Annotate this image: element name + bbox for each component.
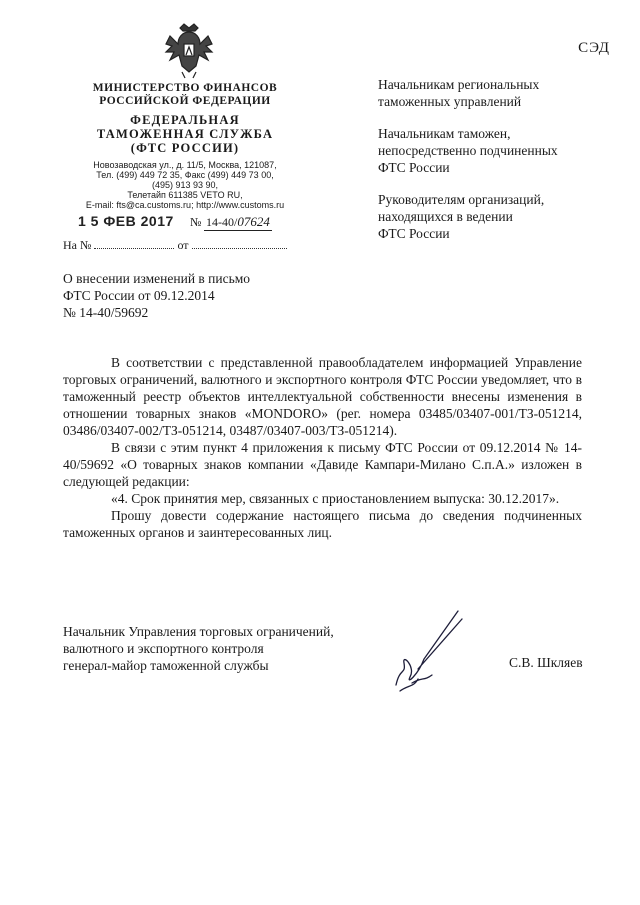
addressee-customs: Начальникам таможен, непосредственно подчиненных ФТС России	[378, 126, 558, 175]
reference-line: На № от	[63, 238, 303, 253]
coat-of-arms-icon	[160, 22, 218, 80]
handwritten-signature-icon	[388, 605, 468, 695]
sed-mark: СЭД	[578, 40, 610, 56]
service-name: ФЕДЕРАЛЬНАЯ ТАМОЖЕННАЯ СЛУЖБА (ФТС РОССИИ)	[96, 113, 274, 155]
addressee-organizations: Руководителям организаций, находящихся в ведении ФТС России	[378, 192, 545, 241]
ministry-name: МИНИСТЕРСТВО ФИНАНСОВ РОССИЙСКОЙ ФЕДЕРАЦИИ	[92, 82, 278, 107]
signatory-title: Начальник Управления торговых ограничений, валютного и экспортного контроля генерал-майор таможенной службы	[63, 624, 334, 673]
doc-number: 14-40/07624	[206, 214, 270, 229]
contact-block: Новозаводская ул., д. 11/5, Москва, 121087, Тел. (499) 449 72 35, Факс (499) 449 73 00, (495) 913 93 90, Телетайп 611385 VETO RU, E-mail: fts@ca.customs.ru; http://www.customs.ru	[85, 160, 285, 210]
addressee-regional: Начальникам региональных таможенных управлений	[378, 77, 540, 109]
body-paragraph: «4. Срок принятия мер, связанных с приостановлением выпуска: 30.12.2017».	[111, 491, 560, 506]
body-paragraph: В соответствии с представленной правообладателем информацией Управление торговых ограничений, валютного и экспортного контроля ФТС России уведомляет, что в таможенный реестр объектов интеллектуальной собственности внесены изменения в отношении товарных знаков «MONDORO» (рег. номера 03485/03407-001/ТЗ-051214, 03486/03407-002/ТЗ-051214, 03487/03407-003/ТЗ-051214).	[63, 355, 582, 438]
date-stamp: 1 5 ФЕВ 2017	[78, 213, 174, 229]
letter-body	[63, 354, 582, 541]
ref-number-blank	[94, 238, 174, 249]
letter-subject: О внесении изменений в письмо ФТС России от 09.12.2014 № 14-40/59692	[63, 271, 251, 320]
ref-date-blank	[192, 238, 287, 249]
doc-number-handwritten: 07624	[237, 214, 270, 229]
body-paragraph: Прошу довести содержание настоящего письма до сведения подчиненных таможенных органов и заинтересованных лиц.	[63, 508, 582, 540]
body-paragraph: В связи с этим пункт 4 приложения к письму ФТС России от 09.12.2014 № 14-40/59692 «О товарных знаков компании «Давиде Кампари-Милано С.п.А.» изложен в следующей редакции:	[63, 440, 582, 489]
doc-number-label: №	[190, 215, 202, 229]
date-number-line	[78, 213, 298, 233]
signatory-name: С.В. Шкляев	[509, 655, 583, 670]
